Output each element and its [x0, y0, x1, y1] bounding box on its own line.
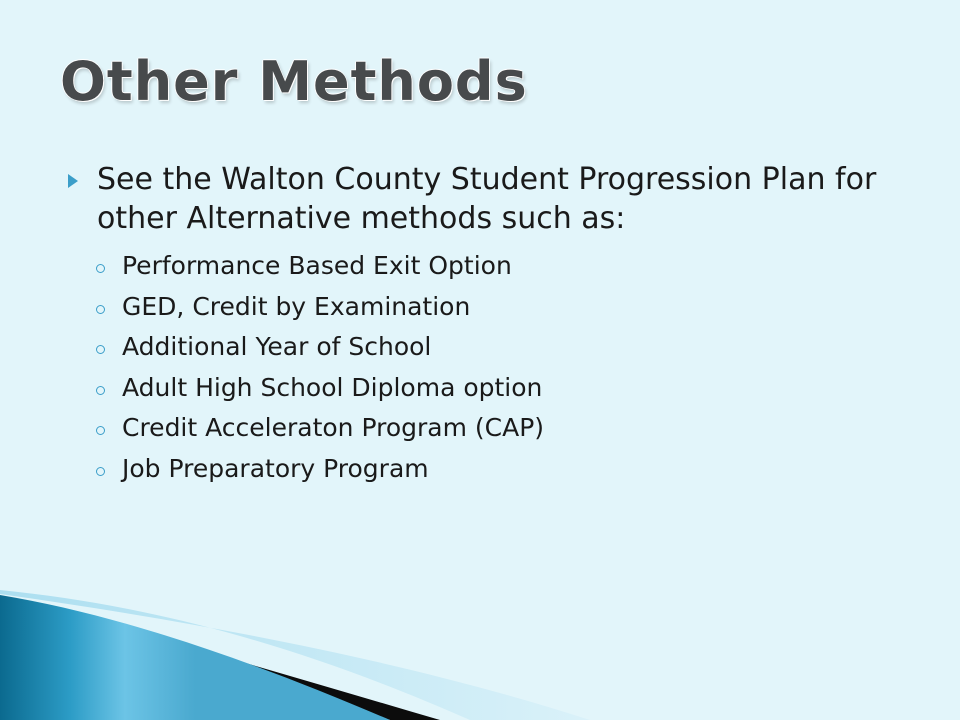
decorative-swoosh	[0, 590, 960, 720]
sub-bullet-item	[96, 246, 882, 287]
main-bullet-text: See the Walton County Student Progression Plan for other Alternative methods such as:	[97, 162, 877, 236]
ring-bullet-icon	[96, 426, 105, 435]
ring-bullet-icon	[96, 386, 105, 395]
main-bullet-item	[62, 160, 882, 238]
ring-bullet-icon	[96, 467, 105, 476]
ring-bullet-icon	[96, 264, 105, 273]
sub-bullet-text: Additional Year of School	[122, 332, 432, 361]
triangle-arrow-bullet-icon	[68, 174, 78, 188]
sub-bullet-item	[96, 368, 882, 409]
sub-bullet-item	[96, 408, 882, 449]
ring-bullet-icon	[96, 345, 105, 354]
slide-title: Other Methods	[60, 50, 528, 113]
ring-bullet-icon	[96, 305, 105, 314]
slide-body	[62, 160, 882, 489]
sub-bullet-item	[96, 287, 882, 328]
sub-bullet-text: Credit Acceleraton Program (CAP)	[122, 413, 545, 442]
sub-bullet-item	[96, 449, 882, 490]
sub-bullet-item	[96, 327, 882, 368]
sub-bullet-list	[62, 246, 882, 489]
sub-bullet-text: Performance Based Exit Option	[122, 251, 512, 280]
sub-bullet-text: Adult High School Diploma option	[122, 372, 543, 402]
sub-bullet-text: GED, Credit by Examination	[122, 291, 471, 321]
sub-bullet-text: Job Preparatory Program	[122, 453, 429, 483]
